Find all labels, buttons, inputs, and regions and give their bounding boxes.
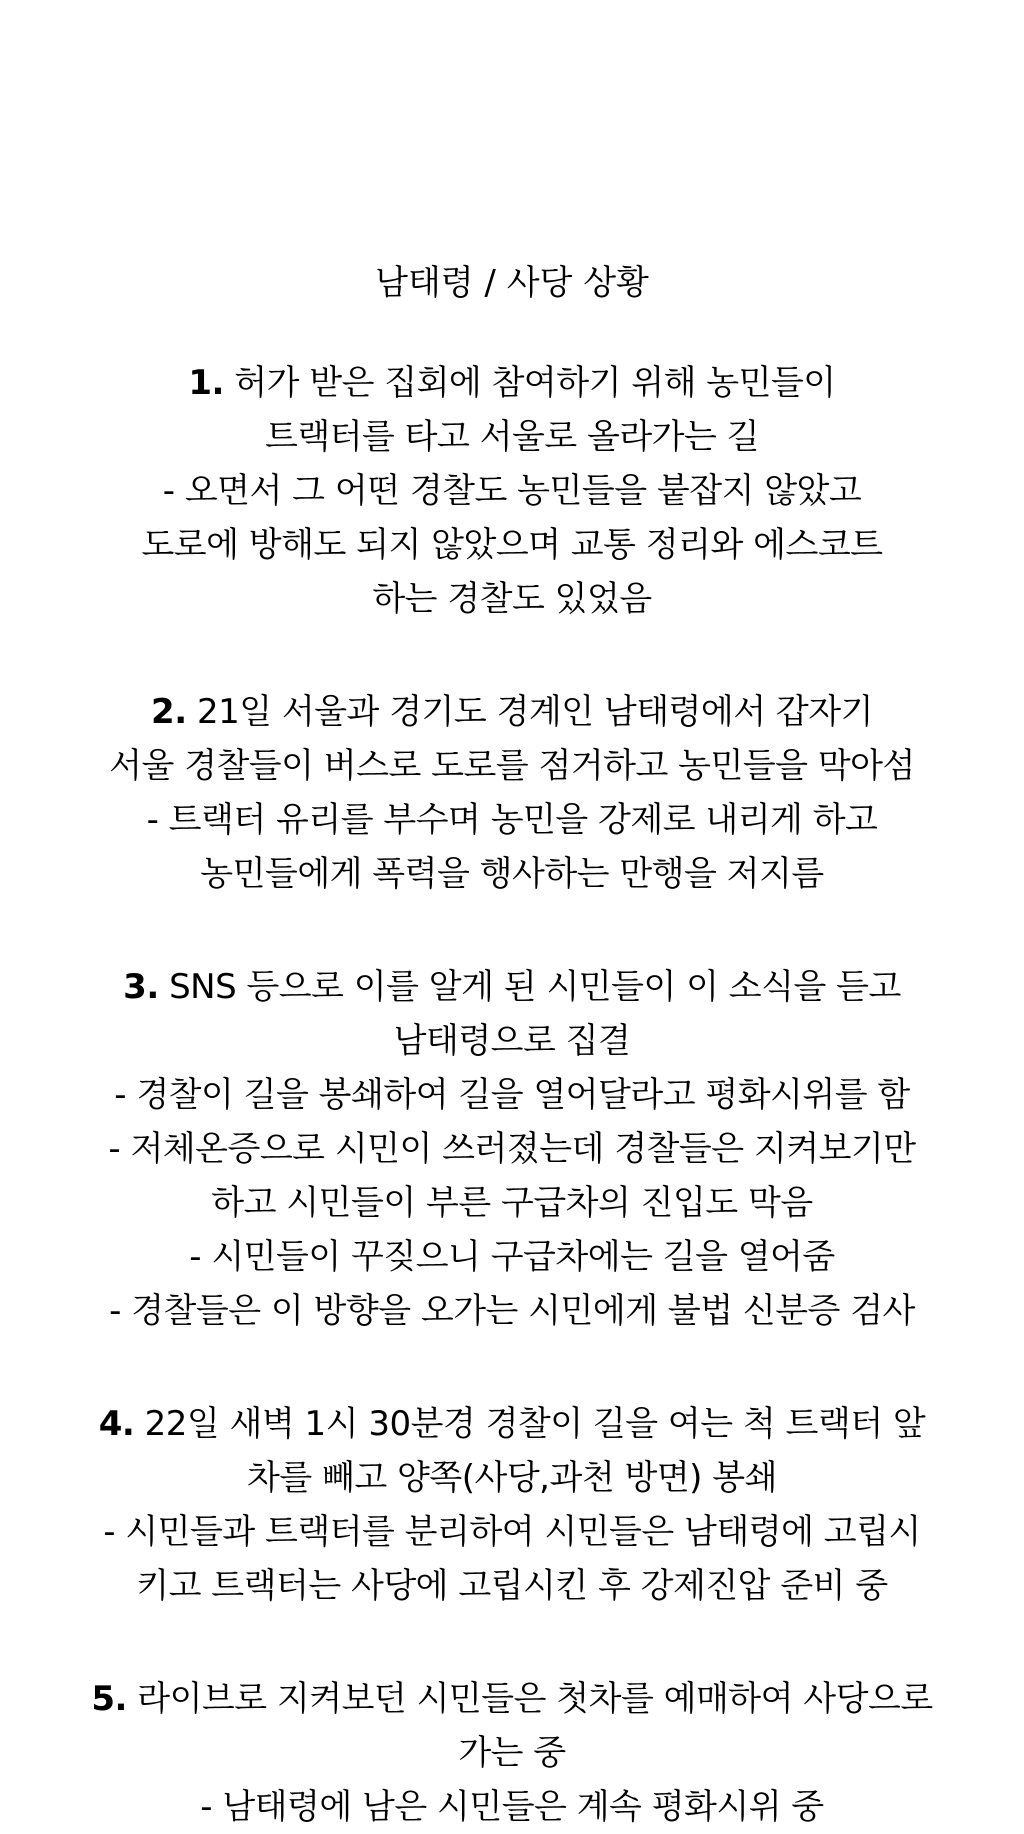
story-title: 남태령 / 사당 상황	[375, 263, 649, 303]
section-line	[0, 960, 1024, 1014]
section-line: 남태령으로 집결	[393, 1021, 631, 1061]
section-line: 트랙터를 타고 서울로 올라가는 길	[264, 417, 760, 457]
section-line: 키고 트랙터는 사당에 고립시킨 후 강제진압 준비 중	[136, 1566, 888, 1606]
section-first-line: 라이브로 지켜보던 시민들은 첫차를 예매하여 사당으로	[137, 1679, 933, 1719]
section-line: 도로에 방해도 되지 않았으며 교통 정리와 에스코트	[141, 525, 883, 565]
section-5	[0, 1672, 1024, 1834]
section-line: - 경찰들은 이 방향을 오가는 시민에게 불법 신분증 검사	[109, 1291, 915, 1331]
spacer	[0, 310, 1024, 356]
spacer	[0, 901, 1024, 960]
section-line: - 트랙터 유리를 부수며 농민을 강제로 내리게 하고	[146, 800, 878, 840]
section-line: 서울 경찰들이 버스로 도로를 점거하고 농민들을 막아섬	[109, 746, 915, 786]
section-number: 1.	[188, 363, 224, 403]
section-first-line: 21일 서울과 경기도 경계인 남태령에서 갑자기	[196, 692, 873, 732]
story-text	[0, 256, 1024, 1834]
section-1	[0, 356, 1024, 626]
section-line: - 오면서 그 어떤 경찰도 농민들을 붙잡지 않았고	[162, 471, 862, 511]
section-number: 4.	[98, 1404, 135, 1444]
section-number: 3.	[123, 967, 159, 1007]
section-3	[0, 960, 1024, 1338]
section-line	[0, 356, 1024, 410]
section-line: 농민들에게 폭력을 행사하는 만행을 저지름	[200, 854, 824, 894]
section-number: 5.	[91, 1679, 127, 1719]
section-line	[0, 1672, 1024, 1726]
spacer	[0, 1338, 1024, 1397]
section-2	[0, 685, 1024, 901]
section-first-line: SNS 등으로 이를 알게 된 시민들이 이 소식을 듣고	[169, 967, 901, 1007]
section-line: - 저체온증으로 시민이 쓰러졌는데 경찰들은 지켜보기만	[108, 1129, 916, 1169]
spacer	[0, 1613, 1024, 1672]
section-line: - 남태령에 남은 시민들은 계속 평화시위 중	[200, 1787, 824, 1827]
section-line: 하는 경찰도 있었음	[372, 579, 652, 619]
section-line: - 시민들이 꾸짖으니 구급차에는 길을 열어줌	[189, 1237, 835, 1277]
section-line: 하고 시민들이 부른 구급차의 진입도 막음	[211, 1183, 813, 1223]
section-line: 가는 중	[458, 1733, 566, 1773]
section-line: - 시민들과 트랙터를 분리하여 시민들은 남태령에 고립시	[103, 1512, 921, 1552]
section-line	[0, 685, 1024, 739]
section-4	[0, 1397, 1024, 1613]
section-line: - 경찰이 길을 봉쇄하여 길을 열어달라고 평화시위를 함	[114, 1075, 910, 1115]
section-first-line: 허가 받은 집회에 참여하기 위해 농민들이	[234, 363, 836, 403]
section-first-line: 22일 새벽 1시 30분경 경찰이 길을 여는 척 트랙터 앞	[144, 1404, 926, 1444]
spacer	[0, 626, 1024, 685]
section-line	[0, 1397, 1024, 1451]
section-line: 차를 빼고 양쪽(사당,과천 방면) 봉쇄	[247, 1458, 777, 1498]
section-number: 2.	[151, 692, 187, 732]
